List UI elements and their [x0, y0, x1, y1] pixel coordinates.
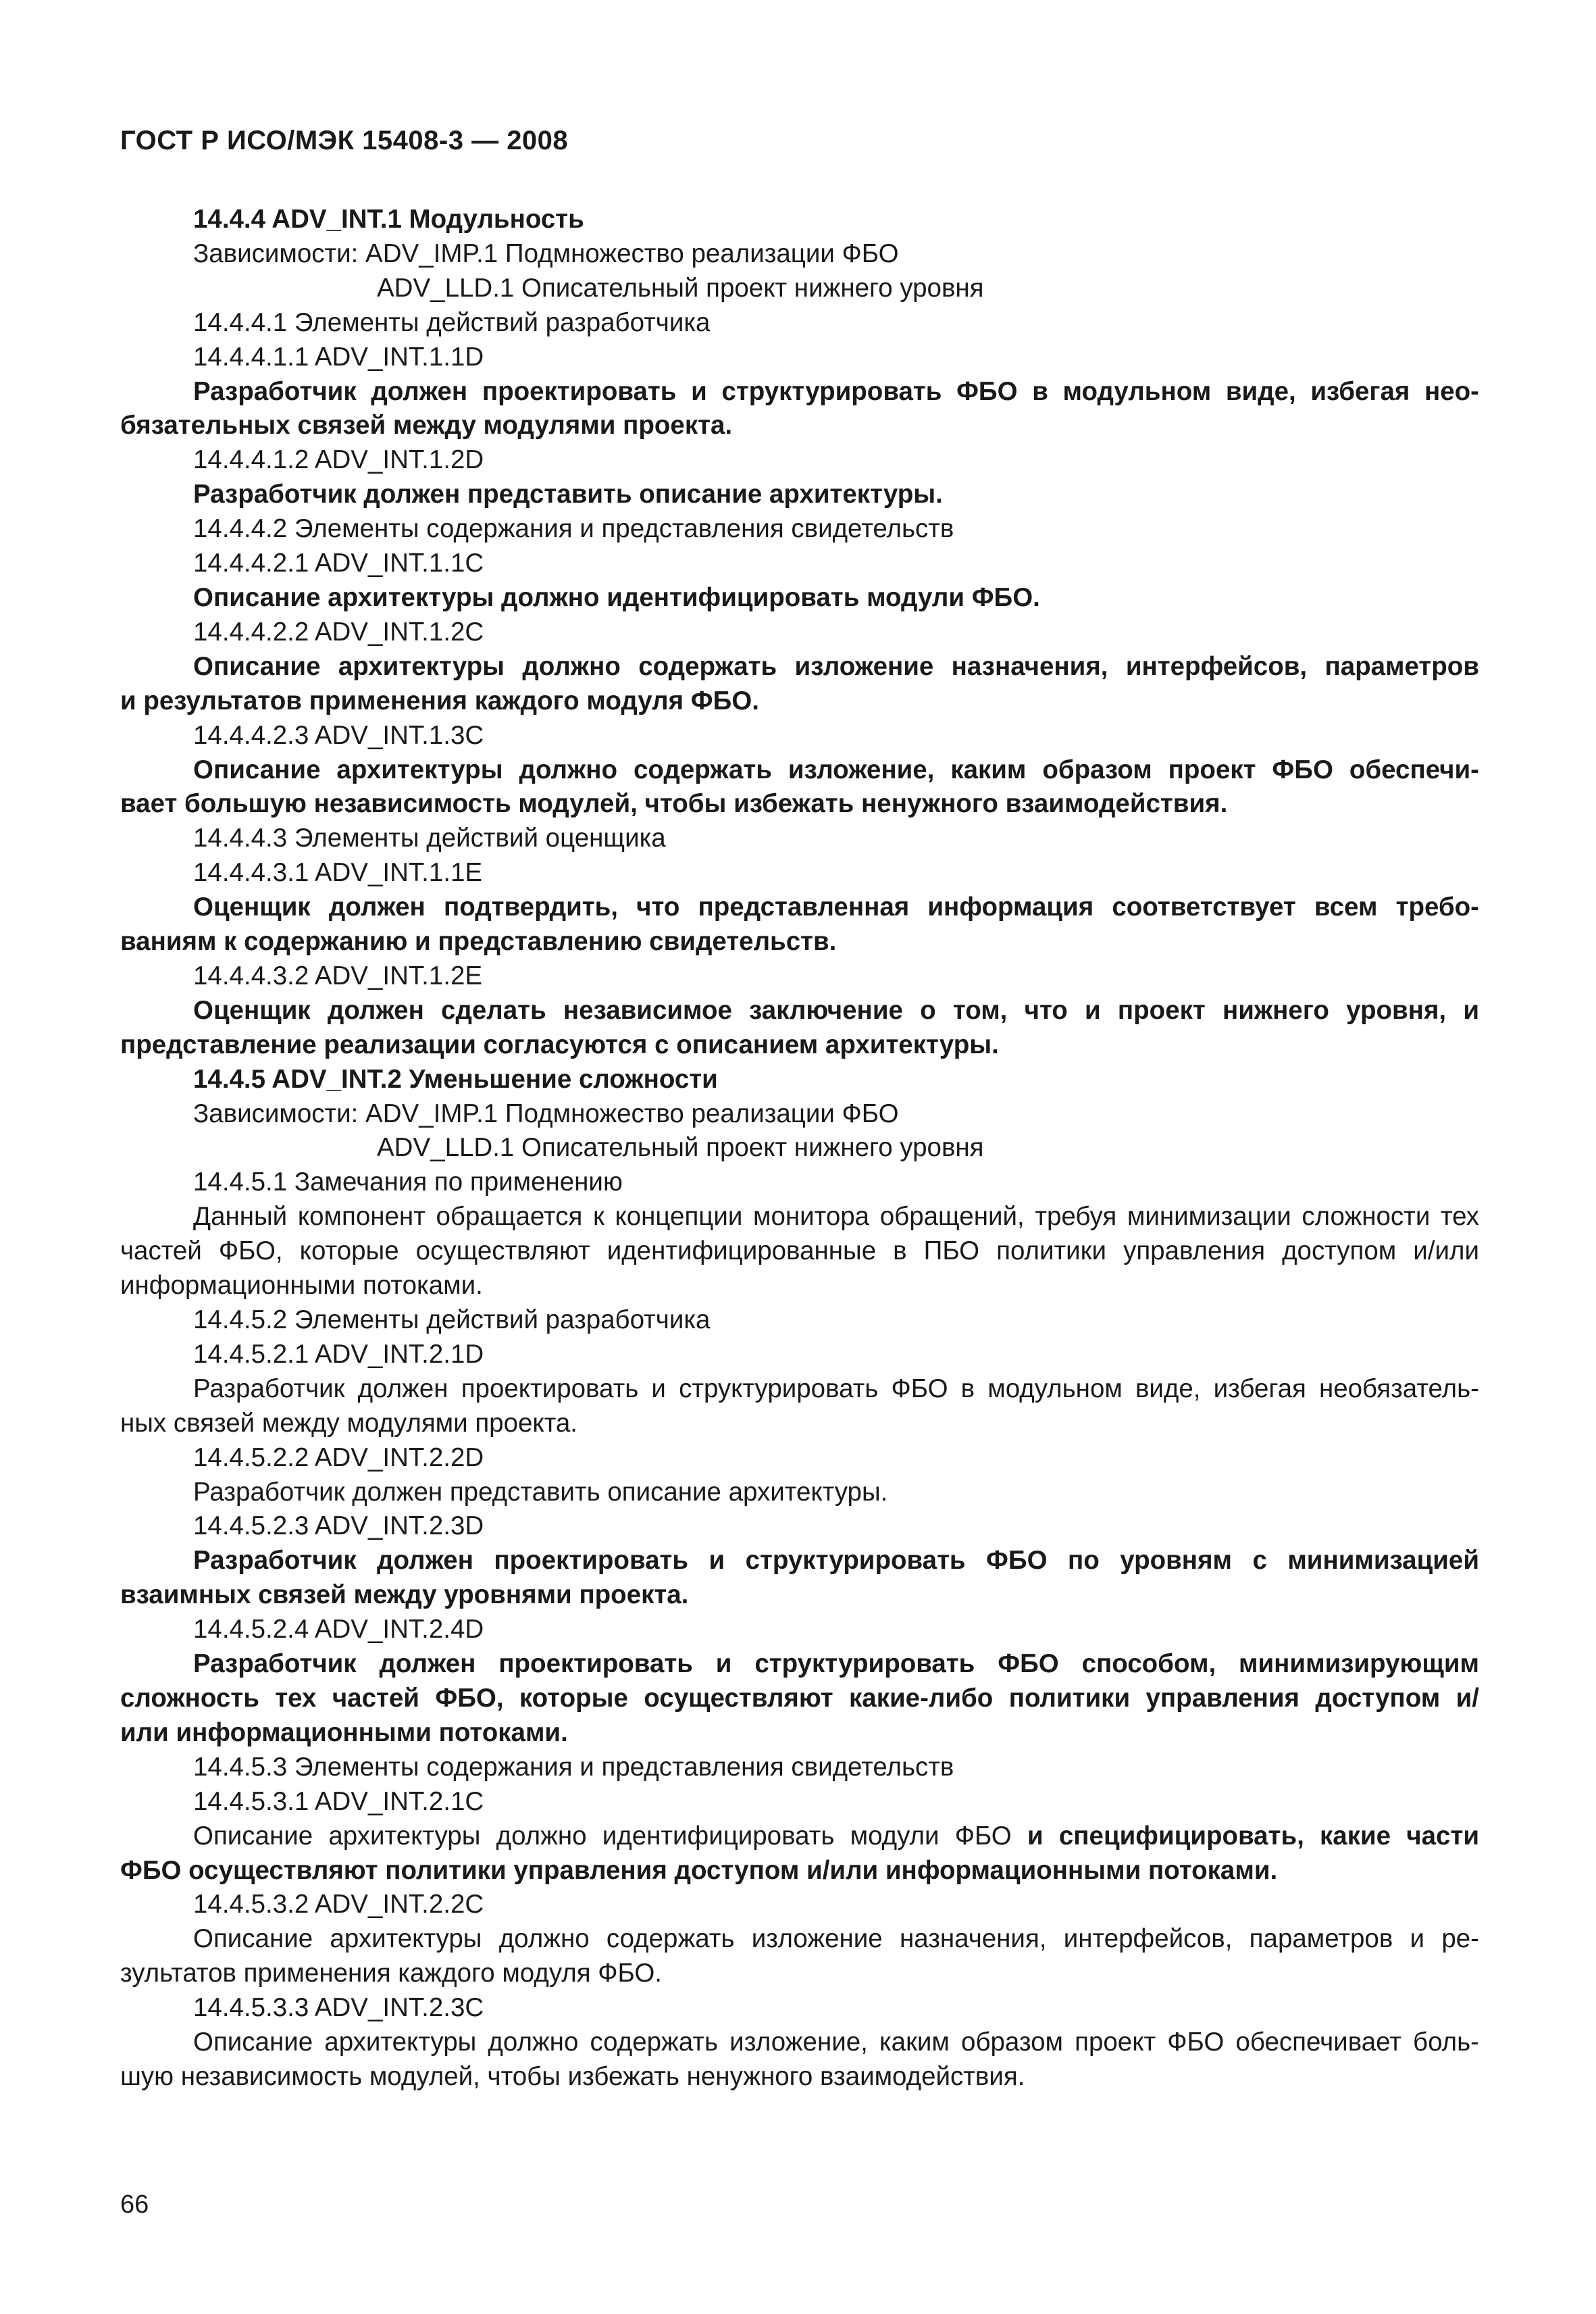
text-line: 14.4.5 ADV_INT.2 Уменьшение сложности — [193, 1064, 718, 1094]
text-line: 14.4.5.3.1 ADV_INT.2.1C — [193, 1786, 484, 1816]
text-line — [120, 1819, 1479, 1854]
text-line: Разработчик должен проектировать и структурировать ФБО способом, минимизирующим — [193, 1649, 1479, 1679]
text-line: 14.4.4.1.2 ADV_INT.1.2D — [193, 445, 484, 475]
text-line: шую независимость модулей, чтобы избежать ненужного взаимодействия. — [120, 2061, 1025, 2091]
text-line: или информационными потоками. — [120, 1717, 568, 1747]
text-line: Разработчик должен проектировать и структурировать ФБО в модульном виде, избегая нео- — [193, 376, 1479, 406]
text-line: 14.4.5.3 Элементы содержания и представления свидетельств — [193, 1752, 954, 1782]
text-line: 14.4.5.2.3 ADV_INT.2.3D — [193, 1511, 484, 1541]
text-line: бязательных связей между модулями проекта. — [120, 411, 733, 441]
text-line: взаимных связей между уровнями проекта. — [120, 1580, 689, 1610]
text-line: 14.4.4.2.1 ADV_INT.1.1C — [193, 549, 484, 578]
text-line: 14.4.5.2.4 ADV_INT.2.4D — [193, 1615, 484, 1644]
text-line: представление реализации согласуются с описанием архитектуры. — [120, 1030, 999, 1059]
text-line: Разработчик должен представить описание архитектуры. — [193, 1477, 888, 1507]
text-line: Описание архитектуры должно идентифицировать модули ФБО. — [193, 582, 1040, 612]
text-line: информационными потоками. — [120, 1271, 483, 1301]
text-line: 14.4.4.2 Элементы содержания и представления свидетельств — [193, 514, 954, 544]
text-line: 14.4.5.2 Элементы действий разработчика — [193, 1305, 711, 1334]
text-line: ADV_LLD.1 Описательный проект нижнего уровня — [377, 273, 984, 303]
text-line: ных связей между модулями проекта. — [120, 1408, 578, 1438]
text-line: Зависимости: ADV_IMP.1 Подмножество реализации ФБО — [193, 1099, 899, 1128]
text-segment: и специфицировать, какие части — [1027, 1821, 1479, 1851]
text-line: Описание архитектуры должно содержать изложение, каким образом проект ФБО обеспечи- — [193, 755, 1479, 784]
text-line: Оценщик должен сделать независимое заключение о том, что и проект нижнего уровня, и — [193, 995, 1479, 1025]
text-line: 14.4.4.3.1 ADV_INT.1.1E — [193, 858, 483, 888]
text-line: 14.4.4.3 Элементы действий оценщика — [193, 824, 666, 853]
text-line: ADV_LLD.1 Описательный проект нижнего уровня — [377, 1133, 984, 1163]
text-line: 14.4.5.1 Замечания по применению — [193, 1167, 623, 1197]
text-line: 14.4.4.3.2 ADV_INT.1.2E — [193, 961, 483, 990]
text-line: сложность тех частей ФБО, которые осуществляют какие-либо политики управления доступом и/ — [120, 1683, 1479, 1713]
text-line: Описание архитектуры должно содержать изложение назначения, интерфейсов, параметров и ре- — [193, 1924, 1479, 1954]
text-line: Описание архитектуры должно содержать изложение назначения, интерфейсов, параметров — [193, 651, 1479, 681]
text-line: Разработчик должен проектировать и структурировать ФБО по уровням с минимизацией — [193, 1546, 1479, 1576]
text-line: 14.4.4.1.1 ADV_INT.1.1D — [193, 342, 484, 372]
text-line: Описание архитектуры должно содержать изложение, каким образом проект ФБО обеспечивает боль- — [193, 2028, 1479, 2057]
text-line: Оценщик должен подтвердить, что представленная информация соответствует всем требо- — [193, 892, 1479, 922]
text-line: 14.4.4.2.3 ADV_INT.1.3C — [193, 720, 484, 750]
text-line: Разработчик должен проектировать и структурировать ФБО в модульном виде, избегая необязатель- — [193, 1374, 1479, 1403]
text-line: 14.4.5.3.3 ADV_INT.2.3C — [193, 1993, 484, 2023]
text-line: 14.4.5.2.1 ADV_INT.2.1D — [193, 1339, 484, 1369]
text-line: ФБО осуществляют политики управления доступом и/или информационными потоками. — [120, 1855, 1278, 1885]
text-line: частей ФБО, которые осуществляют идентифицированные в ПБО политики управления доступом и/или — [120, 1236, 1479, 1266]
text-line: и результатов применения каждого модуля ФБО. — [120, 686, 759, 715]
text-line: Разработчик должен представить описание архитектуры. — [193, 480, 943, 509]
document-body — [120, 203, 1479, 2094]
text-line: Зависимости: ADV_IMP.1 Подмножество реализации ФБО — [193, 238, 899, 268]
text-line: 14.4.4.1 Элементы действий разработчика — [193, 307, 711, 337]
text-line: Данный компонент обращается к концепции монитора обращений, требуя минимизации сложности тех — [193, 1202, 1479, 1232]
text-line: 14.4.5.3.2 ADV_INT.2.2C — [193, 1890, 484, 1919]
page-header: ГОСТ Р ИСО/МЭК 15408-3 — 2008 — [120, 126, 569, 155]
text-line: 14.4.5.2.2 ADV_INT.2.2D — [193, 1442, 484, 1472]
text-line: зультатов применения каждого модуля ФБО. — [120, 1959, 662, 1988]
text-line: вает большую независимость модулей, чтобы избежать ненужного взаимодействия. — [120, 789, 1228, 819]
text-line: ваниям к содержанию и представлению свидетельств. — [120, 927, 837, 957]
text-line: 14.4.4 ADV_INT.1 Модульность — [193, 205, 584, 234]
page-number: 66 — [120, 2190, 149, 2219]
text-segment: Описание архитектуры должно идентифицировать модули ФБО — [193, 1821, 1027, 1851]
text-line: 14.4.4.2.2 ADV_INT.1.2C — [193, 617, 484, 647]
